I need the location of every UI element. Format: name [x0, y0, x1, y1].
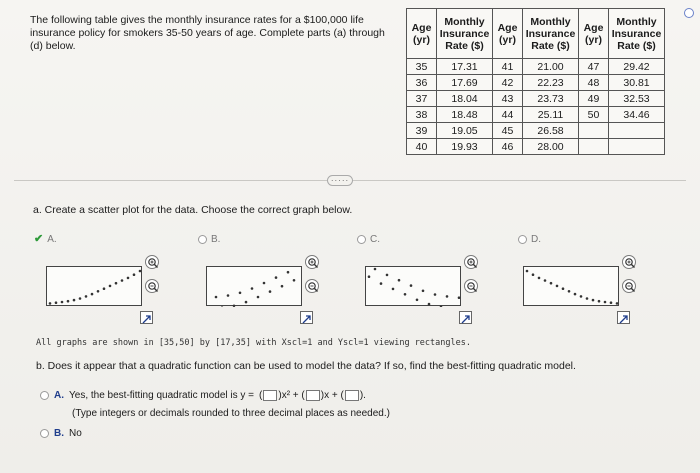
- scroll-indicator-icon[interactable]: [684, 8, 694, 18]
- rate-cell: 18.04: [437, 91, 493, 107]
- age-cell: 43: [493, 91, 523, 107]
- coef-a-input[interactable]: [263, 390, 277, 401]
- scatter-point: [215, 296, 218, 299]
- rate-cell: 17.69: [437, 75, 493, 91]
- choice-b[interactable]: [198, 234, 220, 245]
- scatter-point: [592, 299, 595, 302]
- scatter-point: [263, 282, 266, 285]
- graph-a[interactable]: [46, 266, 142, 306]
- scatter-point: [550, 282, 553, 285]
- rate-cell: [609, 123, 665, 139]
- age-cell: 41: [493, 59, 523, 75]
- scatter-point: [616, 302, 619, 305]
- scatter-point: [458, 296, 461, 299]
- answer-b-letter: B.: [54, 428, 64, 439]
- question-intro: The following table gives the monthly insurance rates for a $100,000 life insurance policy for smokers 35-50 years of age. Complete parts (a) through (d) below.: [30, 14, 385, 52]
- age-cell: [579, 123, 609, 139]
- rate-cell: 17.31: [437, 59, 493, 75]
- scatter-point: [610, 301, 613, 304]
- scatter-point: [275, 276, 278, 279]
- scatter-point: [532, 273, 535, 276]
- header-age-1: Age (yr): [407, 9, 437, 59]
- graph-d[interactable]: [523, 266, 619, 306]
- rate-cell: 19.05: [437, 123, 493, 139]
- age-cell: 38: [407, 107, 437, 123]
- graph-b[interactable]: [206, 266, 302, 306]
- scatter-point: [73, 299, 76, 302]
- age-cell: 45: [493, 123, 523, 139]
- scatter-point: [574, 293, 577, 296]
- expand-icon[interactable]: [617, 311, 630, 324]
- age-cell: [579, 139, 609, 155]
- choice-a[interactable]: [34, 234, 57, 245]
- checkmark-icon: ✔: [34, 233, 44, 245]
- answer-a-radio[interactable]: [40, 391, 49, 400]
- age-cell: 40: [407, 139, 437, 155]
- zoom-out-icon[interactable]: [622, 279, 636, 293]
- header-rate-1: Monthly Insurance Rate ($): [437, 9, 493, 59]
- zoom-out-icon[interactable]: [145, 279, 159, 293]
- rate-cell: 34.46: [609, 107, 665, 123]
- scatter-point: [293, 279, 296, 282]
- answer-a-text: Yes, the best-fitting quadratic model is y =: [69, 390, 255, 402]
- scatter-point: [85, 295, 88, 298]
- table-header-row: [407, 9, 665, 59]
- scatter-point: [368, 275, 371, 278]
- rate-cell: 25.11: [523, 107, 579, 123]
- scatter-point: [428, 303, 431, 306]
- scatter-point: [49, 302, 52, 305]
- rate-cell: 18.48: [437, 107, 493, 123]
- scatter-point: [97, 290, 100, 293]
- scatter-point: [568, 290, 571, 293]
- part-b-prompt: b. Does it appear that a quadratic function can be used to model the data? If so, find the best-fitting quadratic model.: [36, 360, 576, 372]
- scatter-point: [133, 273, 136, 276]
- age-cell: 37: [407, 91, 437, 107]
- answer-b-radio[interactable]: [40, 429, 49, 438]
- header-age-3: Age (yr): [579, 9, 609, 59]
- scatter-point: [586, 297, 589, 300]
- rate-cell: 32.53: [609, 91, 665, 107]
- scatter-point: [139, 270, 142, 273]
- rate-cell: 26.58: [523, 123, 579, 139]
- scatter-point: [538, 277, 541, 280]
- table-row: [407, 123, 665, 139]
- scatter-point: [233, 305, 236, 308]
- rate-cell: 23.73: [523, 91, 579, 107]
- choice-c-letter: C.: [370, 234, 380, 245]
- scatter-point: [404, 293, 407, 296]
- graph-b-plot: [207, 267, 303, 307]
- scatter-point: [109, 285, 112, 288]
- answer-option-b[interactable]: [40, 428, 82, 439]
- scatter-point: [562, 287, 565, 290]
- scatter-point: [115, 282, 118, 285]
- choice-d[interactable]: [518, 234, 541, 245]
- zoom-in-icon[interactable]: [305, 255, 319, 269]
- age-cell: 36: [407, 75, 437, 91]
- age-cell: 39: [407, 123, 437, 139]
- coef-b-input[interactable]: [306, 390, 320, 401]
- answer-option-a[interactable]: [40, 390, 366, 401]
- scatter-point: [440, 306, 443, 307]
- coef-c-input[interactable]: [345, 390, 359, 401]
- age-cell: 44: [493, 107, 523, 123]
- choice-c[interactable]: [357, 234, 380, 245]
- answer-a-letter: A.: [54, 390, 64, 402]
- scatter-point: [287, 271, 290, 274]
- header-age-2: Age (yr): [493, 9, 523, 59]
- scatter-point: [121, 279, 124, 282]
- scatter-point: [386, 274, 389, 277]
- zoom-out-icon[interactable]: [305, 279, 319, 293]
- age-cell: 49: [579, 91, 609, 107]
- table-row: [407, 91, 665, 107]
- scatter-point: [227, 294, 230, 297]
- graph-a-plot: [47, 267, 143, 307]
- quadratic-expression: ( )x² + ( )x + ( ).: [259, 390, 366, 402]
- scatter-point: [580, 295, 583, 298]
- scatter-point: [392, 288, 395, 291]
- scatter-point: [410, 284, 413, 287]
- scatter-point: [221, 306, 224, 307]
- scatter-point: [544, 279, 547, 282]
- scatter-point: [239, 292, 242, 295]
- scatter-point: [61, 301, 64, 304]
- scatter-point: [604, 301, 607, 304]
- choice-d-letter: D.: [531, 234, 541, 245]
- scatter-point: [374, 268, 377, 271]
- expand-icon[interactable]: [300, 311, 313, 324]
- scatter-point: [91, 293, 94, 296]
- scatter-point: [257, 296, 260, 299]
- choice-b-radio[interactable]: [198, 235, 207, 244]
- choice-a-letter: A.: [47, 234, 57, 245]
- header-rate-2: Monthly Insurance Rate ($): [523, 9, 579, 59]
- zoom-in-icon[interactable]: [145, 255, 159, 269]
- table-row: [407, 75, 665, 91]
- zoom-in-icon[interactable]: [464, 255, 478, 269]
- scatter-point: [245, 301, 248, 304]
- scatter-point: [127, 277, 130, 280]
- rate-cell: 21.00: [523, 59, 579, 75]
- age-cell: 42: [493, 75, 523, 91]
- choice-c-radio[interactable]: [357, 235, 366, 244]
- rate-cell: 19.93: [437, 139, 493, 155]
- table-row: [407, 59, 665, 75]
- scatter-point: [526, 270, 529, 273]
- zoom-out-icon[interactable]: [464, 279, 478, 293]
- choice-b-letter: B.: [211, 234, 221, 245]
- zoom-in-icon[interactable]: [622, 255, 636, 269]
- age-cell: 46: [493, 139, 523, 155]
- choice-d-radio[interactable]: [518, 235, 527, 244]
- rate-cell: 29.42: [609, 59, 665, 75]
- table-row: [407, 107, 665, 123]
- age-cell: 47: [579, 59, 609, 75]
- scatter-point: [598, 300, 601, 303]
- graph-c[interactable]: [365, 266, 461, 306]
- scatter-point: [79, 297, 82, 300]
- scatter-point: [55, 301, 58, 304]
- table-row: [407, 139, 665, 155]
- scatter-point: [422, 290, 425, 293]
- header-rate-3: Monthly Insurance Rate ($): [609, 9, 665, 59]
- graph-d-plot: [524, 267, 620, 307]
- rate-cell: 22.23: [523, 75, 579, 91]
- answer-b-text: No: [69, 428, 82, 439]
- scatter-point: [434, 293, 437, 296]
- answer-hint: (Type integers or decimals rounded to three decimal places as needed.): [72, 408, 390, 419]
- scatter-point: [398, 279, 401, 282]
- age-cell: 35: [407, 59, 437, 75]
- expand-icon[interactable]: [459, 311, 472, 324]
- part-a-prompt: a. Create a scatter plot for the data. Choose the correct graph below.: [33, 204, 353, 216]
- rate-cell: [609, 139, 665, 155]
- scatter-point: [67, 300, 70, 303]
- scatter-point: [446, 295, 449, 298]
- rate-cell: 28.00: [523, 139, 579, 155]
- scatter-point: [269, 290, 272, 293]
- scatter-point: [103, 287, 106, 290]
- expand-more-button[interactable]: ·····: [327, 175, 353, 186]
- age-cell: 48: [579, 75, 609, 91]
- scatter-point: [281, 285, 284, 288]
- rate-cell: 30.81: [609, 75, 665, 91]
- scatter-point: [556, 285, 559, 288]
- graph-viewing-note: All graphs are shown in [35,50] by [17,35] with Xscl=1 and Yscl=1 viewing rectangles.: [36, 338, 471, 348]
- scatter-point: [416, 299, 419, 302]
- age-cell: 50: [579, 107, 609, 123]
- graph-c-plot: [366, 267, 462, 307]
- expand-icon[interactable]: [140, 311, 153, 324]
- scatter-point: [380, 282, 383, 285]
- insurance-rates-table: [406, 8, 665, 155]
- scatter-point: [251, 287, 254, 290]
